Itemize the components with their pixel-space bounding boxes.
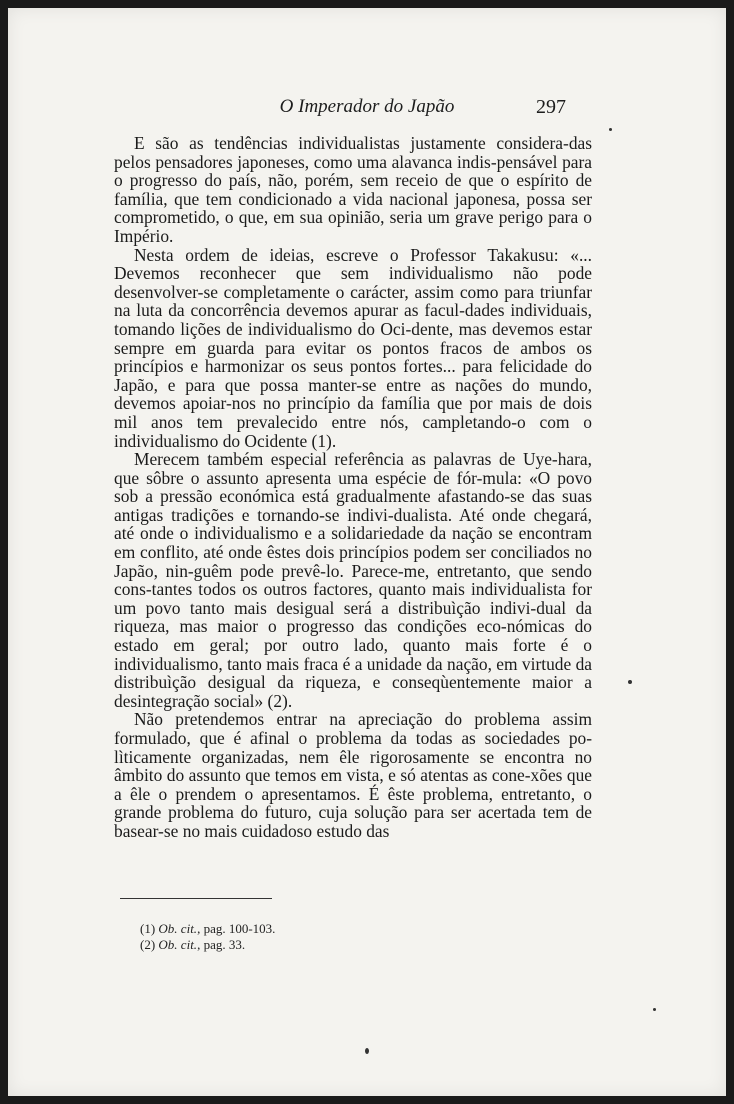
running-title: O Imperador do Japão: [279, 96, 455, 117]
footnote-mark: (2): [140, 937, 156, 952]
footnote-ref: , pag. 100-103.: [197, 921, 276, 936]
footnotes: [140, 921, 540, 953]
ink-speck: [609, 128, 612, 131]
ink-speck: [653, 1008, 656, 1011]
paragraph: Nesta ordem de ideias, escreve o Professor Takakusu: «... Devemos reconhecer que sem individualismo não pode desenvolver-se completamente o carácter, assim como para triunfar na luta da concorrência devemos apurar as facul-dades individuais, tomando lições de individualismo do Oci-dente, mas devemos estar sempre em guarda para evitar os pontos fracos de ambos os princípios e harmonizar os seus pontos fortes... para felicidade do Japão, e para que possa manter-se entre as nações do mundo, devemos apoiar-nos no princípio da família que por mais de dois mil anos tem prevalecido entre nós, campletando-o com o individualismo do Ocidente (1).: [114, 244, 592, 451]
footnote-title: Ob. cit.: [158, 937, 198, 952]
footnote: [140, 937, 540, 953]
footnote-rule: [120, 898, 272, 899]
page-header: [8, 96, 726, 122]
ink-speck: [365, 1048, 369, 1054]
ink-speck: [628, 680, 632, 684]
paragraph: E são as tendências individualistas justamente considera-das pelos pensadores japoneses, como uma alavanca indis-pensável para o progresso do país, não, porém, sem receio de que o espírito de família, que tem condicionado a vida nacional japonesa, possa ser comprometido, o que, em sua opinião, seria um grave perigo para o Império.: [114, 133, 592, 246]
body-text: [114, 134, 592, 841]
book-page: [8, 8, 726, 1096]
paragraph: Não pretendemos entrar na apreciação do problema assim formulado, que é afinal o problema da todas as sociedades po-lìticamente organizadas, nem êle rigorosamente se encontra no âmbito do assunto que temos em vista, e só atentas as cone-xões que a êle o prendem o apresentamos. É êste problema, entretanto, o grande problema do futuro, cuja solução para ser acertada tem de basear-se no mais cuidadoso estudo das: [114, 709, 592, 841]
page-number: 297: [536, 96, 566, 118]
footnote-mark: (1): [140, 921, 156, 936]
footnote-title: Ob. cit.: [158, 921, 198, 936]
footnote: [140, 921, 540, 937]
footnote-ref: , pag. 33.: [197, 937, 246, 952]
paragraph: Merecem também especial referência as palavras de Uye-hara, que sôbre o assunto apresenta uma espécie de fór-mula: «O povo sob a pressão económica está gradualmente afastando-se das suas antigas tradições e tornando-se indivi-dualista. Até onde chegará, até onde o individualismo e a solidariedade da nação se encontram em conflito, até onde êstes dois princípios podem ser conciliados no Japão, nin-guêm pode prevê-lo. Parece-me, entretanto, que sendo cons-tantes todos os outros factores, quanto mais individualista for um povo tanto mais desigual será a distribuìção indivi-dual da riqueza, mas maior o progresso das condições eco-nómicas do estado em geral; por outro lado, quanto mais forte é o individualismo, tanto mais fraca é a unidade da nação, em virtude da distribuìção desigual da riqueza, e conseqùentemente maior a desintegração social» (2).: [114, 449, 592, 711]
